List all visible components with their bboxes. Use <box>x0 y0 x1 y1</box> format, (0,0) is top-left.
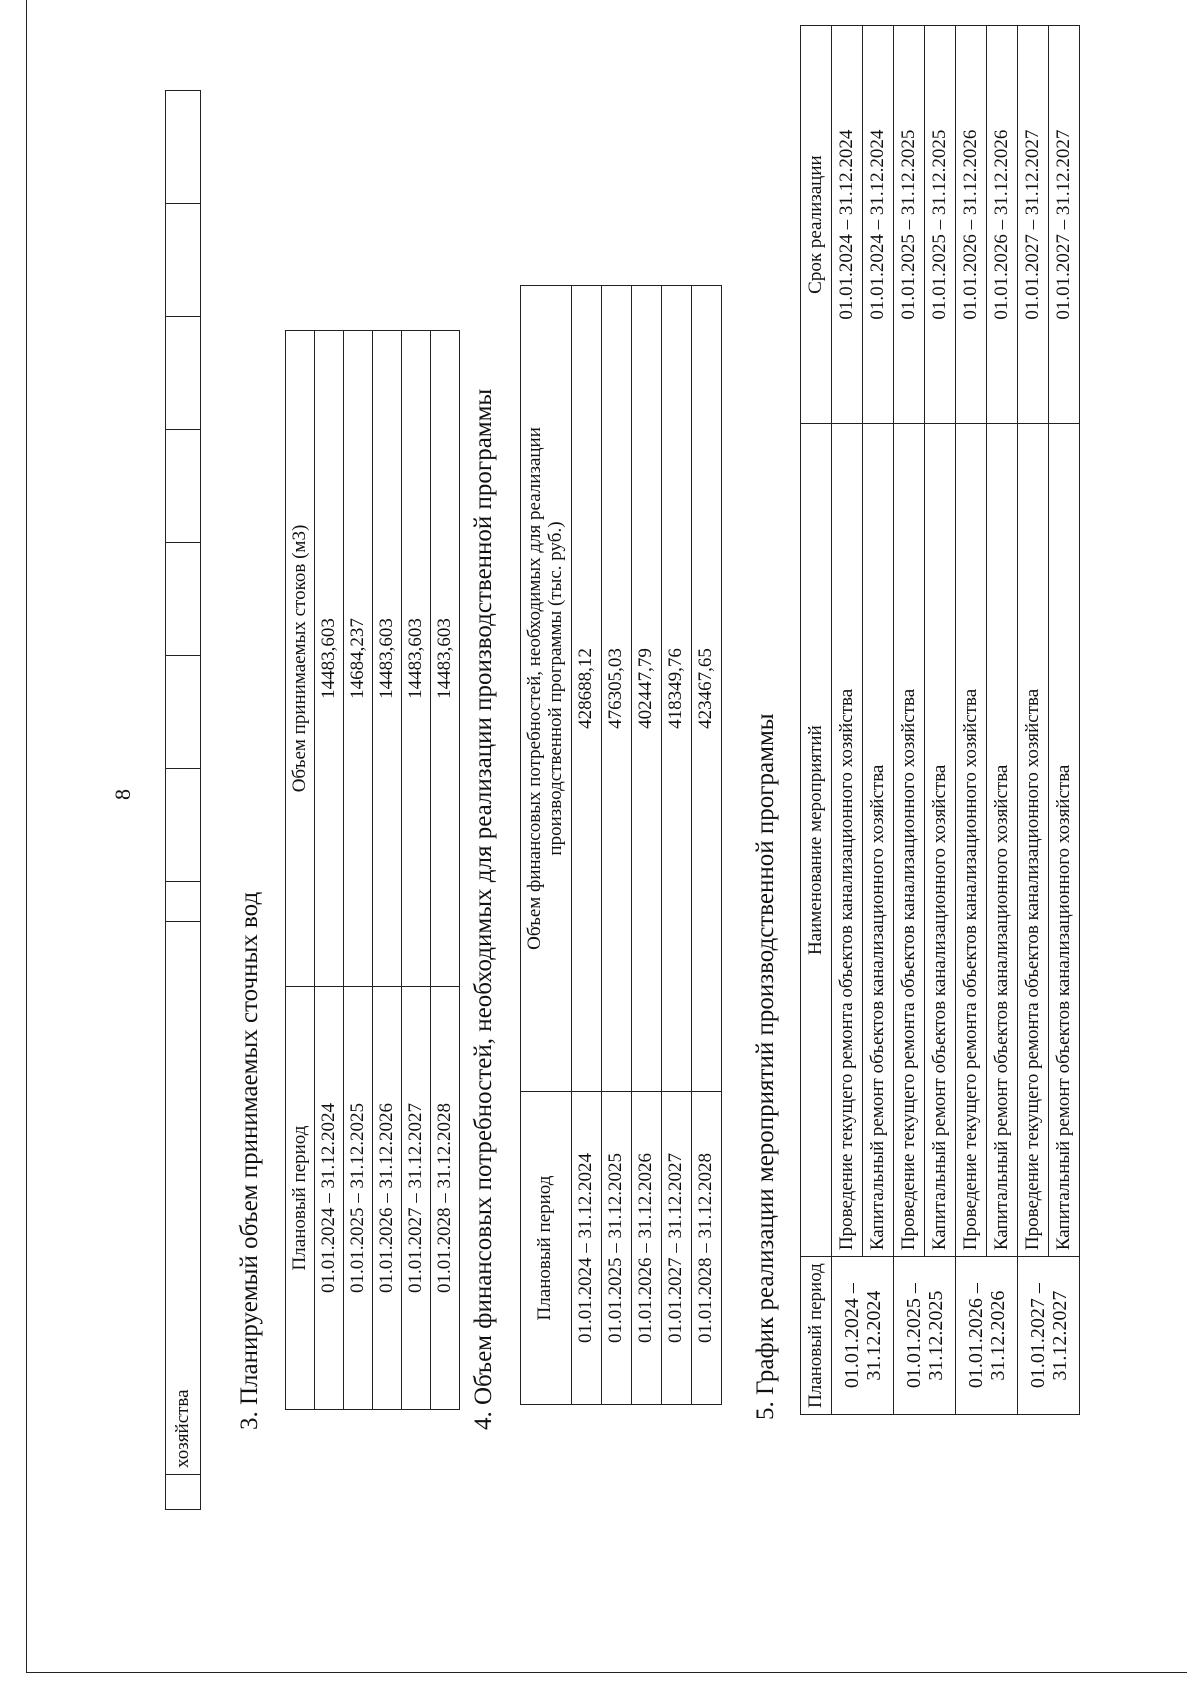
value-cell: 402447,79 <box>631 286 661 1092</box>
period-line: 01.01.2025 – <box>902 1283 925 1389</box>
period-cell <box>956 1257 1018 1415</box>
period-cell: 01.01.2026 – 31.12.2026 <box>373 987 402 1410</box>
activity-cell: Проведение текущего ремонта объектов канализационного хозяйства <box>956 424 987 1257</box>
period-line: 01.01.2024 – <box>840 1283 863 1389</box>
period-cell: 01.01.2024 – 31.12.2024 <box>315 987 344 1410</box>
value-cell: 14483,603 <box>431 331 460 987</box>
term-cell: 01.01.2026 – 31.12.2026 <box>987 26 1018 424</box>
table-cell <box>166 656 201 769</box>
period-line: 31.12.2027 <box>1048 1290 1071 1381</box>
column-header: Наименование мероприятий <box>801 424 832 1257</box>
table-row <box>166 91 201 1510</box>
period-line: 31.12.2024 <box>862 1290 885 1381</box>
period-cell: 01.01.2027 – 31.12.2027 <box>402 987 431 1410</box>
table-header-row <box>801 26 832 1415</box>
table-cell <box>166 91 201 204</box>
term-cell: 01.01.2025 – 31.12.2025 <box>925 26 956 424</box>
table-row <box>863 26 894 1415</box>
stub-table <box>165 90 201 1510</box>
table-row <box>571 286 601 1405</box>
table-row <box>894 26 925 1415</box>
table-row <box>631 286 661 1405</box>
term-cell: 01.01.2027 – 31.12.2027 <box>1018 26 1049 424</box>
column-header: Плановый период <box>521 1092 572 1405</box>
period-cell: 01.01.2027 – 31.12.2027 <box>661 1092 691 1405</box>
table-row <box>1049 26 1080 1415</box>
section5-table <box>800 25 1080 1415</box>
table-row <box>956 26 987 1415</box>
header-line: Объем финансовых потребностей, необходимых для реализации <box>524 427 545 950</box>
period-cell <box>1018 1257 1080 1415</box>
column-header: Плановый период <box>286 987 315 1410</box>
section4-table <box>520 285 722 1405</box>
table-row <box>1018 26 1049 1415</box>
term-cell: 01.01.2026 – 31.12.2026 <box>956 26 987 424</box>
period-cell: 01.01.2024 – 31.12.2024 <box>571 1092 601 1405</box>
value-cell: 476305,03 <box>601 286 631 1092</box>
section4-title: 4. Объем финансовых потребностей, необходимых для реализации производственной программы <box>470 388 497 1430</box>
table-cell <box>166 769 201 882</box>
column-header <box>521 286 572 1092</box>
table-row <box>431 331 460 1410</box>
value-cell: 14483,603 <box>373 331 402 987</box>
column-header: Плановый период <box>801 1257 832 1415</box>
column-header: Объем принимаемых стоков (м3) <box>286 331 315 987</box>
table-header-row <box>286 331 315 1410</box>
table-row <box>987 26 1018 1415</box>
page-number: 8 <box>110 789 135 800</box>
column-header: Срок реализации <box>801 26 832 424</box>
value-cell: 428688,12 <box>571 286 601 1092</box>
period-cell: 01.01.2028 – 31.12.2028 <box>691 1092 721 1405</box>
table-row <box>691 286 721 1405</box>
value-cell: 423467,65 <box>691 286 721 1092</box>
table-cell <box>166 204 201 317</box>
value-cell: 14684,237 <box>344 331 373 987</box>
table-row <box>373 331 402 1410</box>
activity-cell: Капитальный ремонт объектов канализационного хозяйства <box>863 424 894 1257</box>
activity-cell: Капитальный ремонт объектов канализационного хозяйства <box>925 424 956 1257</box>
activity-cell: Проведение текущего ремонта объектов канализационного хозяйства <box>832 424 863 1257</box>
table-cell <box>166 430 201 543</box>
table-cell <box>166 317 201 430</box>
table-row <box>344 331 373 1410</box>
term-cell: 01.01.2024 – 31.12.2024 <box>832 26 863 424</box>
period-line: 31.12.2026 <box>986 1290 1009 1381</box>
value-cell: 14483,603 <box>315 331 344 987</box>
header-line: производственной программы (тыс. руб.) <box>544 521 566 856</box>
activity-cell: Капитальный ремонт объектов канализационного хозяйства <box>1049 424 1080 1257</box>
period-cell <box>832 1257 894 1415</box>
table-cell <box>166 543 201 656</box>
period-cell: 01.01.2026 – 31.12.2026 <box>631 1092 661 1405</box>
value-cell: 418349,76 <box>661 286 691 1092</box>
period-cell <box>894 1257 956 1415</box>
table-row <box>402 331 431 1410</box>
table-row <box>832 26 863 1415</box>
period-line: 31.12.2025 <box>924 1290 947 1381</box>
period-cell: 01.01.2025 – 31.12.2025 <box>601 1092 631 1405</box>
table-row <box>315 331 344 1410</box>
table-header-row <box>521 286 572 1405</box>
term-cell: 01.01.2025 – 31.12.2025 <box>894 26 925 424</box>
table-row <box>661 286 691 1405</box>
value-cell: 14483,603 <box>402 331 431 987</box>
activity-cell: Капитальный ремонт объектов канализационного хозяйства <box>987 424 1018 1257</box>
period-cell: 01.01.2025 – 31.12.2025 <box>344 987 373 1410</box>
period-cell: 01.01.2028 – 31.12.2028 <box>431 987 460 1410</box>
period-line: 01.01.2027 – <box>1026 1283 1049 1389</box>
section5-title: 5. График реализации мероприятий производственной программы <box>752 713 779 1420</box>
term-cell: 01.01.2027 – 31.12.2027 <box>1049 26 1080 424</box>
table-cell <box>166 882 201 922</box>
period-line: 01.01.2026 – <box>964 1283 987 1389</box>
table-row <box>925 26 956 1415</box>
table-row <box>601 286 631 1405</box>
term-cell: 01.01.2024 – 31.12.2024 <box>863 26 894 424</box>
activity-cell: Проведение текущего ремонта объектов канализационного хозяйства <box>1018 424 1049 1257</box>
section3-title: 3. Планируемый объем принимаемых сточных вод <box>236 891 263 1430</box>
activity-cell: Проведение текущего ремонта объектов канализационного хозяйства <box>894 424 925 1257</box>
table-cell <box>166 1475 201 1510</box>
table-cell: хозяйства <box>166 922 201 1475</box>
section3-table <box>285 330 460 1410</box>
